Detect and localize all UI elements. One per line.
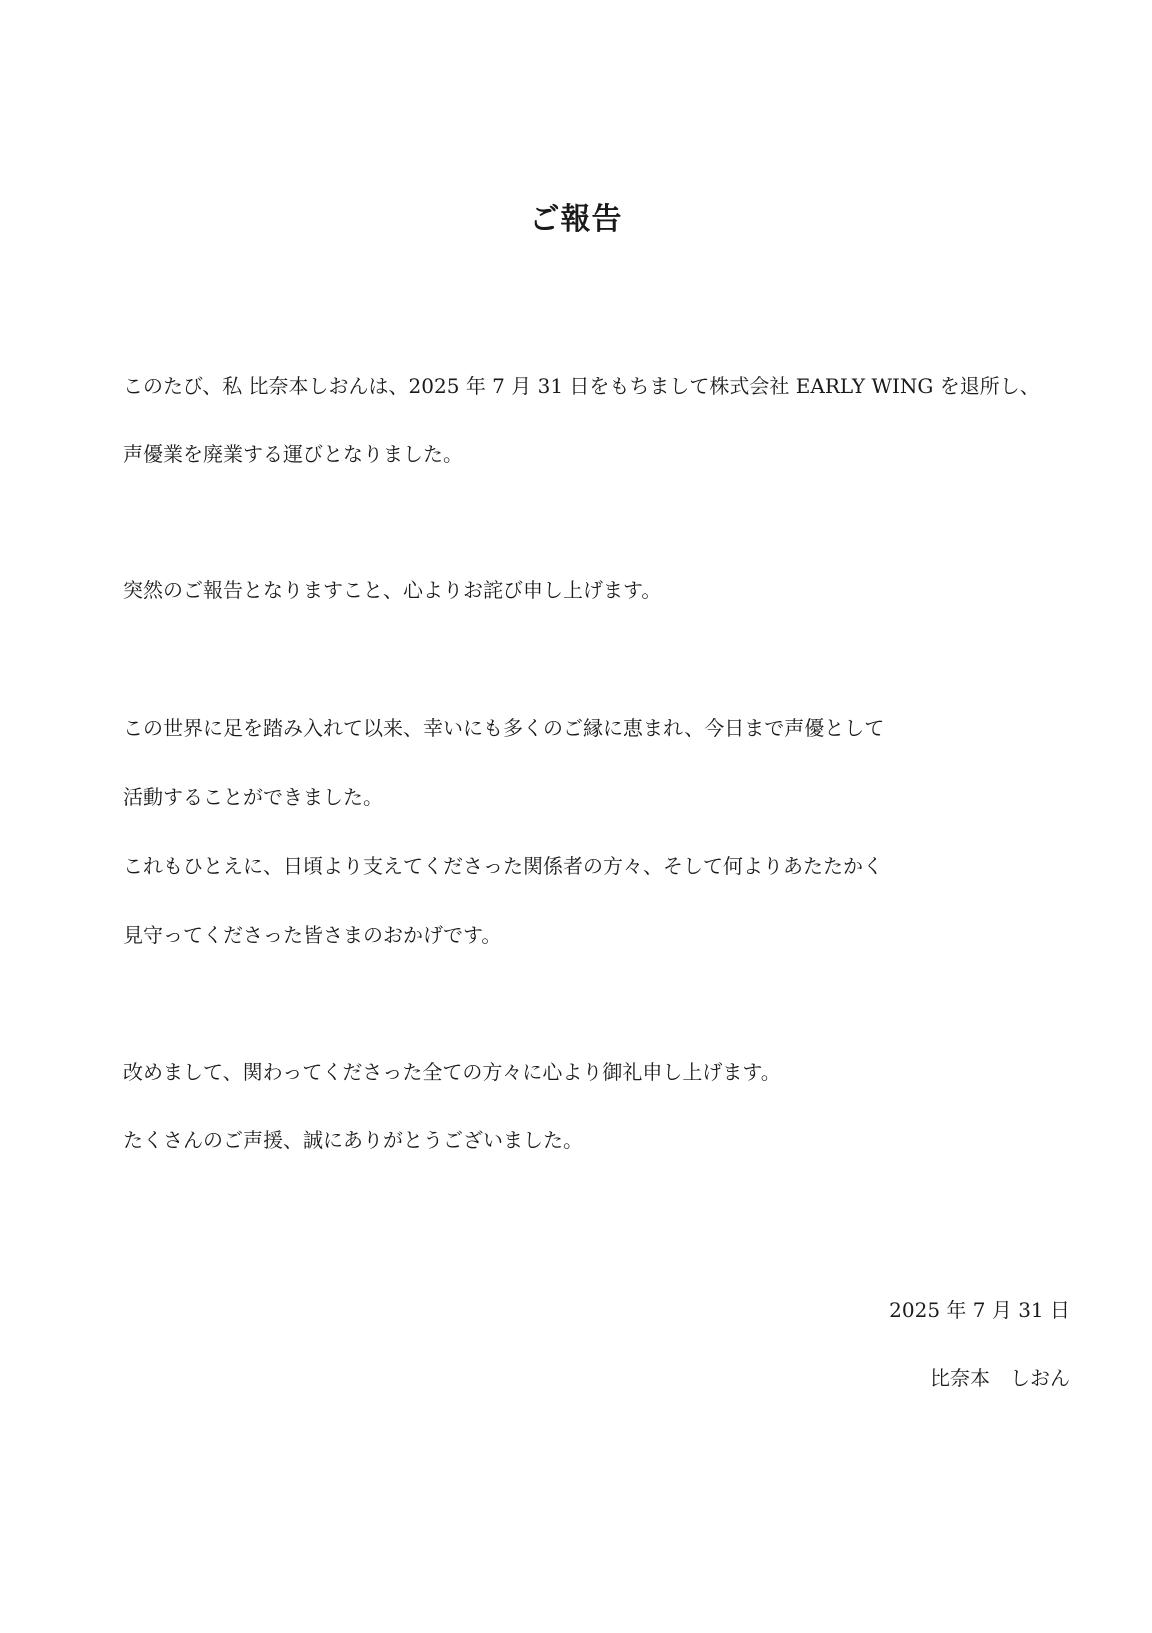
document-date: 2025 年 7 月 31 日 xyxy=(889,1298,1070,1322)
body-line: 突然のご報告となりますこと、心よりお詫び申し上げます。 xyxy=(123,578,662,602)
document-title: ご報告 xyxy=(529,202,623,237)
body-line: 声優業を廃業する運びとなりました。 xyxy=(123,442,463,466)
body-line: この世界に足を踏み入れて以来、幸いにも多くのご縁に恵まれ、今日まで声優として xyxy=(123,716,885,740)
body-line: 見守ってくださった皆さまのおかげです。 xyxy=(123,923,502,947)
body-line: このたび、私 比奈本しおんは、2025 年 7 月 31 日をもちまして株式会社 EARLY WING を退所し、 xyxy=(123,374,1040,398)
body-line: たくさんのご声援、誠にありがとうございました。 xyxy=(123,1128,583,1152)
body-line: 改めまして、関わってくださった全ての方々に心より御礼申し上げます。 xyxy=(123,1060,781,1084)
signature: 比奈本 しおん xyxy=(930,1366,1070,1390)
body-line: 活動することができました。 xyxy=(123,785,383,809)
body-line: これもひとえに、日頃より支えてくださった関係者の方々、そして何よりあたたかく xyxy=(123,854,883,878)
